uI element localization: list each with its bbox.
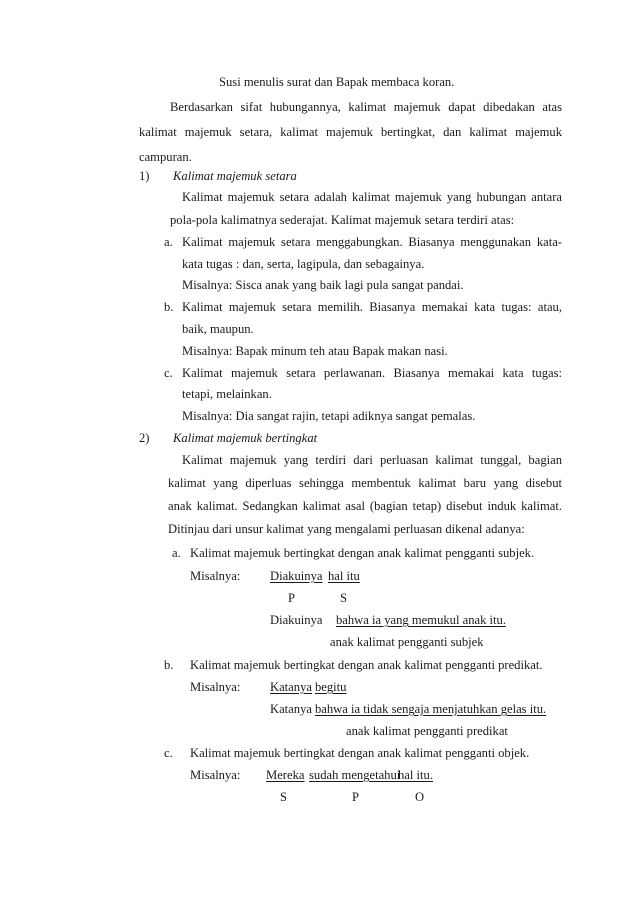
section-2-item-b-example-label: Misalnya: xyxy=(190,680,241,694)
section-2-item-a-role-p: P xyxy=(288,591,296,605)
section-2-item-a-example-subject: hal itu xyxy=(328,569,360,583)
section-1-paragraph-line-2: pola-pola kalimatnya sederajat. Kalimat majemuk setara terdiri atas: xyxy=(170,213,515,227)
intro-paragraph-line-1: Berdasarkan sifat hubungannya, kalimat majemuk dapat dibedakan atas xyxy=(170,100,562,114)
section-2-item-a-example-predicate: Diakuinya xyxy=(270,569,323,583)
section-1-item-b-letter: b. xyxy=(164,300,174,314)
section-1-item-b-line-2: baik, maupun. xyxy=(182,322,254,336)
section-2-item-c-role-s: S xyxy=(280,790,288,804)
intro-paragraph-line-2: kalimat majemuk setara, kalimat majemuk bertingkat, dan kalimat majemuk xyxy=(139,125,562,139)
section-1-item-b-example: Misalnya: Bapak minum teh atau Bapak makan nasi. xyxy=(182,344,448,358)
intro-example-sentence: Susi menulis surat dan Bapak membaca koran. xyxy=(219,75,455,89)
section-1-item-a-line-1: Kalimat majemuk setara menggabungkan. Biasanya menggunakan kata- xyxy=(182,235,562,249)
section-1-item-c-line-1: Kalimat majemuk setara perlawanan. Biasanya memakai kata tugas: xyxy=(182,366,562,380)
section-1-item-c-line-2: tetapi, melainkan. xyxy=(182,387,272,401)
section-2-item-c-letter: c. xyxy=(164,746,173,760)
section-2-item-a-expanded-clause: bahwa ia yang memukul anak itu. xyxy=(336,613,506,627)
section-2-item-b-text: Kalimat majemuk bertingkat dengan anak kalimat pengganti predikat. xyxy=(190,658,543,672)
section-2-item-c-text: Kalimat majemuk bertingkat dengan anak kalimat pengganti objek. xyxy=(190,746,530,760)
section-2-item-a-letter: a. xyxy=(172,546,181,560)
section-2-item-b-letter: b. xyxy=(164,658,174,672)
section-1-number: 1) xyxy=(139,169,150,183)
section-2-title: Kalimat majemuk bertingkat xyxy=(173,431,318,445)
section-2-item-c-example-subject: Mereka xyxy=(266,768,305,782)
section-2-item-a-example-label: Misalnya: xyxy=(190,569,241,583)
section-2-item-a-caption: anak kalimat pengganti subjek xyxy=(330,635,484,649)
section-2-item-c-example-label: Misalnya: xyxy=(190,768,241,782)
section-2-item-a-role-s: S xyxy=(340,591,348,605)
section-2-item-c-example-predicate: sudah mengetahui xyxy=(309,768,401,782)
section-2-number: 2) xyxy=(139,431,150,445)
section-2-item-a-text: Kalimat majemuk bertingkat dengan anak kalimat pengganti subjek. xyxy=(190,546,535,560)
section-2-paragraph-line-3: anak kalimat. Sedangkan kalimat asal (bagian tetap) disebut induk kalimat. xyxy=(168,499,562,513)
section-1-item-c-example: Misalnya: Dia sangat rajin, tetapi adiknya sangat pemalas. xyxy=(182,409,476,423)
section-1-item-a-letter: a. xyxy=(164,235,173,249)
section-1-item-a-line-2: kata tugas : dan, serta, lagipula, dan sebagainya. xyxy=(182,257,425,271)
section-2-item-b-expanded-subject: Katanya xyxy=(270,702,312,716)
section-2-item-a-expanded-predicate: Diakuinya xyxy=(270,613,323,627)
section-2-paragraph-line-4: Ditinjau dari unsur kalimat yang mengalami perluasan dikenal adanya: xyxy=(168,522,525,536)
section-2-item-c-role-o: O xyxy=(415,790,425,804)
section-1-item-b-line-1: Kalimat majemuk setara memilih. Biasanya memakai kata tugas: atau, xyxy=(182,300,562,314)
section-2-item-b-caption: anak kalimat pengganti predikat xyxy=(346,724,508,738)
section-2-item-b-expanded-clause: bahwa ia tidak sengaja menjatuhkan gelas itu. xyxy=(315,702,547,716)
section-2-paragraph-line-1: Kalimat majemuk yang terdiri dari perluasan kalimat tunggal, bagian xyxy=(182,453,562,467)
section-2-paragraph-line-2: kalimat yang diperluas sehingga membentuk kalimat baru yang disebut xyxy=(168,476,562,490)
section-1-paragraph-line-1: Kalimat majemuk setara adalah kalimat majemuk yang hubungan antara xyxy=(182,190,562,204)
section-1-item-a-example: Misalnya: Sisca anak yang baik lagi pula sangat pandai. xyxy=(182,278,464,292)
section-2-item-c-example-object: hal itu. xyxy=(398,768,433,782)
intro-paragraph-line-3: campuran. xyxy=(139,150,192,164)
section-2-item-b-example-subject: Katanya xyxy=(270,680,312,694)
section-2-item-c-role-p: P xyxy=(352,790,360,804)
section-1-title: Kalimat majemuk setara xyxy=(173,169,297,183)
section-1-item-c-letter: c. xyxy=(164,366,173,380)
section-2-item-b-example-predicate: begitu xyxy=(315,680,347,694)
